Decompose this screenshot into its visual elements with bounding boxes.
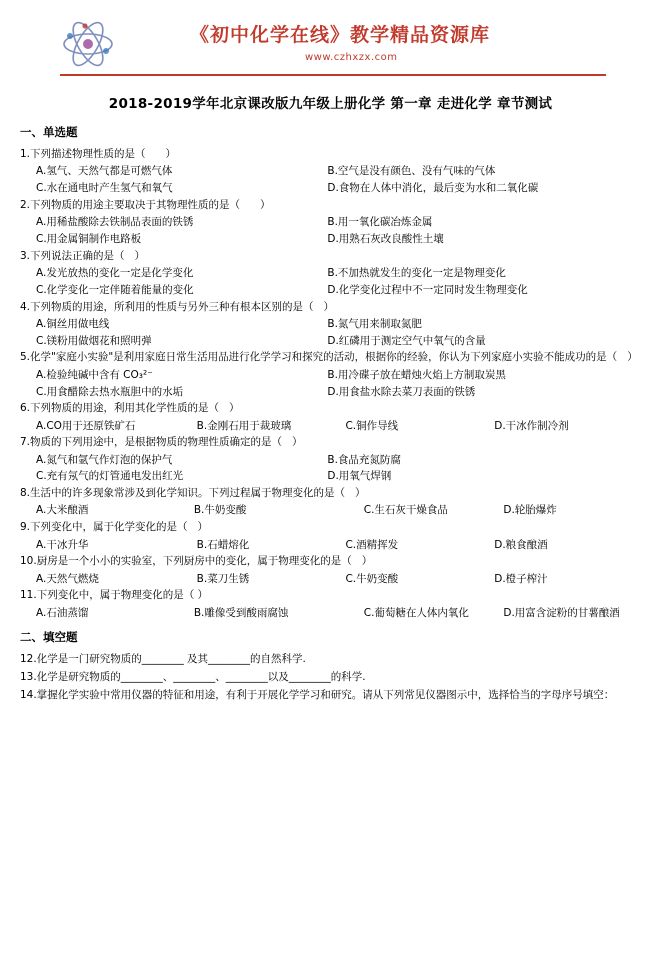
question-options [20,231,643,248]
question-options [20,333,643,350]
question-options [20,384,643,401]
option[interactable]: B.不加热就发生的变化一定是物理变化 [327,266,506,279]
question-options [20,180,643,197]
question-stem: 7.物质的下列用途中，是根据物质的物理性质确定的是（ ） [20,436,303,449]
option[interactable]: C.镁粉用做烟花和照明弹 [36,334,152,347]
option[interactable]: C.水在通电时产生氢气和氧气 [36,182,173,195]
question-stem: 1.下列描述物理性质的是（ ） [20,148,177,160]
document-content [0,124,661,705]
option[interactable]: D.干冰作制冷剂 [494,419,569,432]
banner-title: 《初中化学在线》教学精品资源库 [190,24,491,46]
question-options [20,214,643,231]
option[interactable]: D.化学变化过程中不一定同时发生物理变化 [327,283,528,296]
question-options [20,265,643,282]
option[interactable]: B.用冷碟子放在蜡烛火焰上方制取炭黑 [327,368,506,381]
question-options [20,418,643,435]
option[interactable]: B.菜刀生锈 [196,572,250,585]
option[interactable]: C.用金属铜制作电路板 [36,232,142,245]
document-page [0,18,661,954]
option[interactable]: B.牛奶变酸 [193,504,247,517]
option[interactable]: C.铜作导线 [345,419,399,432]
question-stem: 14.掌握化学实验中常用仪器的特征和用途，有利于开展化学学习和研究。请从下列常见仪器图示中，选择恰当的字母序号填空： [20,689,615,702]
question-options [20,571,643,588]
question-options [20,502,643,519]
question-stem: 6.下列物质的用途，利用其化学性质的是（ ） [20,402,240,415]
question-stem: 8.生活中的许多现象常涉及到化学知识。下列过程属于物理变化的是（ ） [20,487,366,500]
question-options [20,316,643,333]
question-item [20,248,643,299]
option[interactable]: D.粮食酿酒 [494,538,548,551]
question-stem: 3.下列说法正确的是（ ） [20,249,146,262]
option[interactable]: D.用富含淀粉的甘薯酿酒 [503,606,620,619]
question-item [20,146,643,197]
question-stem: 10.厨房是一个小小的实验室，下列厨房中的变化，属于物理变化的是（ ） [20,555,373,568]
option[interactable]: D.轮胎爆炸 [503,504,557,517]
option[interactable]: A.石油蒸馏 [36,606,89,619]
banner-url[interactable]: www.czhxzx.com [305,52,398,63]
option[interactable]: A.发光放热的变化一定是化学变化 [36,266,194,279]
option[interactable]: C.葡萄糖在人体内氧化 [363,606,469,619]
question-options [20,452,643,469]
option[interactable]: D.红磷用于测定空气中氧气的含量 [327,334,486,347]
question-options [20,537,643,554]
question-options [20,282,643,299]
page-title: 2018-2019学年北京课改版九年级上册化学 第一章 走进化学 章节测试 [108,96,553,112]
option[interactable]: A.干冰升华 [36,538,89,551]
question-options [20,163,643,180]
question-options [20,367,643,384]
option[interactable]: C.牛奶变酸 [345,572,399,585]
question-options [20,605,643,622]
option[interactable]: A.氢气、天然气都是可燃气体 [36,165,173,178]
option[interactable]: D.食物在人体中消化，最后变为水和二氧化碳 [327,182,539,195]
option[interactable]: C.充有氖气的灯管通电发出红光 [36,470,184,483]
section-heading-single-choice: 一、单选题 [20,125,78,139]
option[interactable]: C.用食醋除去热水瓶胆中的水垢 [36,385,184,398]
option[interactable]: A.用稀盐酸除去铁制品表面的铁锈 [36,216,194,229]
question-item [20,197,643,248]
option[interactable]: D.橙子榨汁 [494,572,548,585]
question-item [20,485,643,519]
option[interactable]: B.氮气用来制取氮肥 [327,317,422,330]
question-stem: 11.下列变化中，属于物理变化的是（ ） [20,589,209,602]
question-item [20,349,643,400]
option[interactable]: A.CO用于还原铁矿石 [36,419,136,432]
option[interactable]: D.用熟石灰改良酸性土壤 [327,232,444,245]
option[interactable]: D.用食盐水除去菜刀表面的铁锈 [327,385,476,398]
question-item [20,587,643,621]
section-heading-fill-blank: 二、填空题 [20,630,78,645]
option[interactable]: A.天然气燃烧 [36,572,99,585]
option[interactable]: A.检验纯碱中含有 CO₃²⁻ [36,368,153,381]
question-item [20,434,643,485]
question-item [20,553,643,587]
option[interactable]: A.氮气和氩气作灯泡的保护气 [36,453,173,466]
option[interactable]: B.石蜡熔化 [196,538,250,551]
question-stem: 4.下列物质的用途，所利用的性质与另外三种有根本区别的是（ ） [20,300,335,313]
option[interactable]: B.用一氧化碳冶炼金属 [327,216,433,229]
option[interactable]: C.化学变化一定伴随着能量的变化 [36,283,194,296]
option[interactable]: D.用氧气焊钢 [327,470,392,483]
option[interactable]: B.空气是没有颜色、没有气味的气体 [327,165,496,178]
option[interactable]: A.铜丝用做电线 [36,317,110,330]
option[interactable]: C.酒精挥发 [345,538,399,551]
option[interactable]: A.大米酿酒 [36,504,89,517]
option[interactable]: B.雕像受到酸雨腐蚀 [193,606,289,619]
site-banner [60,18,606,76]
option[interactable]: B.金刚石用于裁玻璃 [196,419,292,432]
question-stem: 2.下列物质的用途主要取决于其物理性质的是（ ） [20,198,271,211]
question-item [20,299,643,350]
question-item [20,400,643,434]
question-stem: 9.下列变化中，属于化学变化的是（ ） [20,521,209,534]
atom-logo-icon [60,20,116,68]
option[interactable]: B.食品充氮防腐 [327,453,401,466]
question-stem: 5.化学"家庭小实验"是利用家庭日常生活用品进行化学学习和探究的活动，根据你的经验，你认为下列家庭小实验不能成功的是（ ） [20,351,638,364]
question-options [20,468,643,485]
question-item [20,519,643,553]
question-stem: 13.化学是研究物质的________、________、________以及________的科学. [20,671,366,684]
option[interactable]: C.生石灰干燥食品 [363,504,448,517]
question-stem: 12.化学是一门研究物质的________ 及其________的自然科学. [20,653,306,666]
